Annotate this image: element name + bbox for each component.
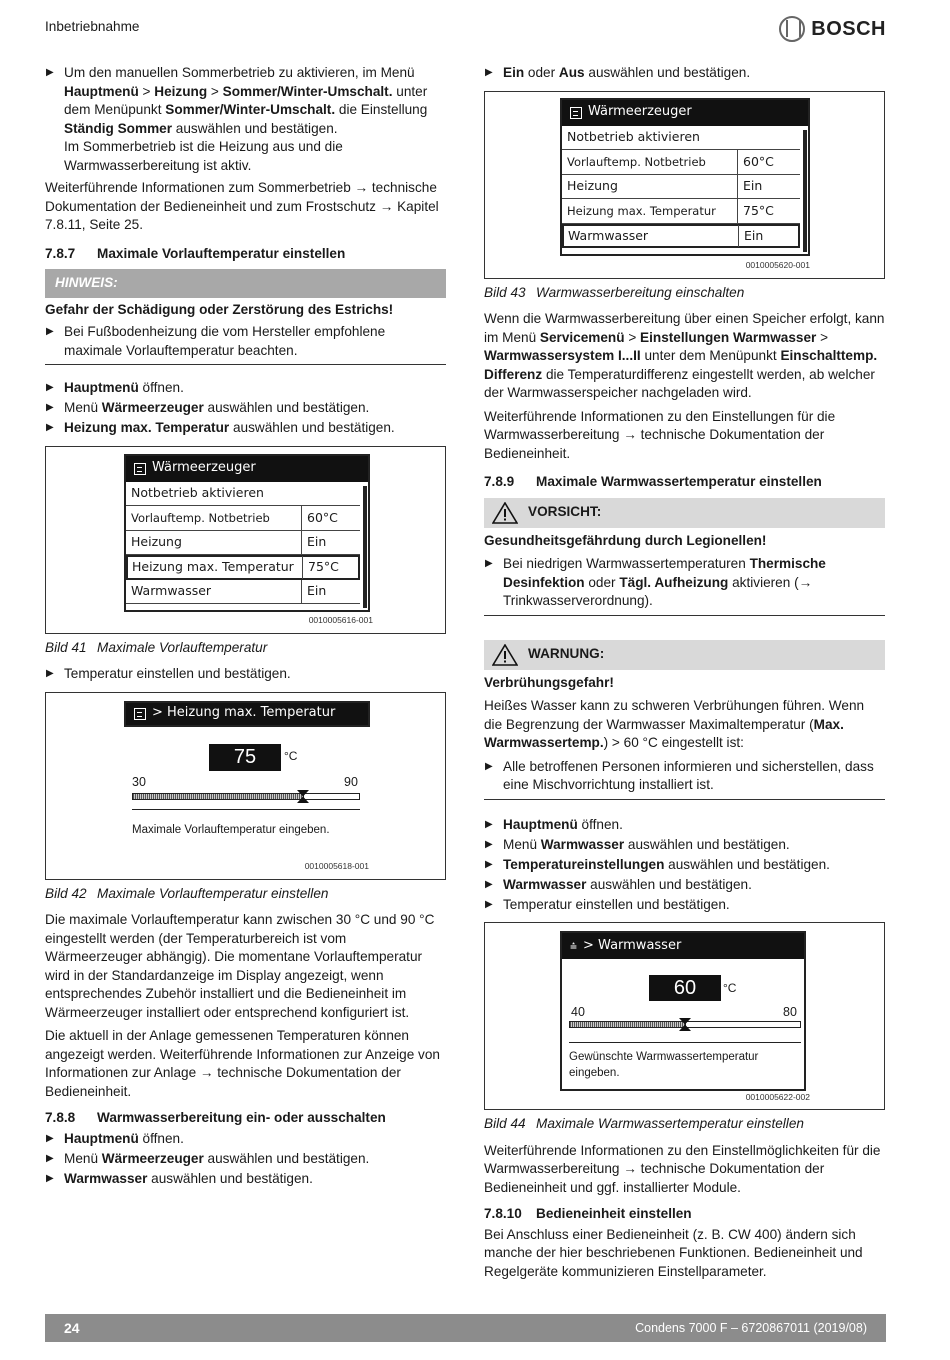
tap-icon: ⩮ <box>570 938 578 953</box>
steps-warmwater-toggle <box>45 1130 446 1189</box>
warnung-box: Verbrühungsgefahr! Heißes Wasser kann zu schweren Verbrühungen führen. Wenn die Begrenzung der Warmwasser Maximaltemperatur (Max. Warmwassertemp.) > 60 °C eingestellt ist: ▶ Alle betroffenen Personen informieren und sicherstellen, dass eine Mischvorrichtung installiert ist. <box>484 670 885 800</box>
right-column <box>484 64 885 1286</box>
caption-43: Bild 43 Warmwasserbereitung einschalten <box>484 284 745 300</box>
warning-triangle-icon <box>492 502 518 524</box>
list-item: ▶ Heizung max. Temperatur auswählen und bestätigen. <box>45 419 446 438</box>
paragraph-warmwater-info: Weiterführende Informationen zu den Einstellungen für die Warmwasserbereitung → technische Dokumentation der Bedieneinheit. <box>484 408 836 461</box>
figure-43 <box>484 91 885 279</box>
display-waermeerzeuger <box>560 98 810 256</box>
paragraph-control-unit: Bei Anschluss einer Bedieneinheit (z. B. CW 400) ändern sich manche der hier beschriebenen Funktionen. Bedieneinheit und Regelgeräte kommunizieren Einstellparameter. <box>484 1226 863 1279</box>
display-scrollbar <box>363 486 367 608</box>
paragraph-storage: Wenn die Warmwasserbereitung über einen Speicher erfolgt, kann im Menü Servicemenü > Einstellungen Warmwasser > Warmwassersystem I...II unter dem Menüpunkt Einschalttemp. Differenz die Temperaturdifferenz eingestellt werden, ab welcher der Warmwasserspeicher nachgeladen wird. <box>484 311 885 400</box>
steps-warmwater-max <box>484 816 885 915</box>
display-title: Wärmeerzeuger <box>562 100 808 126</box>
figure-code: 0010005616-001 <box>308 615 373 625</box>
range-min: 40 <box>571 1005 585 1019</box>
list-item: ▶ Hauptmenü öffnen. <box>45 1130 446 1149</box>
display-row: Vorlauftemp. Notbetrieb 60°C <box>562 150 800 175</box>
vorsicht-bar: VORSICHT: <box>484 498 885 528</box>
value-display: 75 <box>209 744 281 771</box>
list-item: ▶ Hauptmenü öffnen. <box>45 379 446 398</box>
left-column <box>45 64 446 1190</box>
hinweis-label: HINWEIS: <box>45 269 446 298</box>
display-row: Warmwasser Ein <box>126 580 360 605</box>
display-scrollbar <box>803 130 807 252</box>
list-item: ▶ Menü Warmwasser auswählen und bestätigen. <box>484 836 885 855</box>
summer-mode-bullet: ▶ Um den manuellen Sommerbetrieb zu aktivieren, im Menü Hauptmenü > Heizung > Sommer/Winter-Umschalt. unter dem Menüpunkt Sommer/Winter-Umschalt. die Einstellung Ständig Sommer auswählen und bestätigen. Im Sommerbetrieb ist die Heizung aus und die Warmwasserbereitung ist aktiv. <box>45 64 446 175</box>
temperature-slider <box>132 793 360 800</box>
figure-42: > Heizung max. Temperatur 75 °C 30 90 Maximale Vorlauftemperatur eingeben. 0010005618-001 <box>45 692 446 880</box>
figure-41 <box>45 446 446 634</box>
value-display: 60 <box>649 975 721 1001</box>
display-hint: Gewünschte Warmwassertemperatur eingeben. <box>569 1051 759 1079</box>
slider-marker-icon <box>679 1018 691 1031</box>
heading-7-8-10: 7.8.10 Bedieneinheit einstellen <box>484 1206 692 1221</box>
display-title: > Heizung max. Temperatur <box>124 701 370 727</box>
step-set-temp: ▶ Temperatur einstellen und bestätigen. <box>45 665 446 684</box>
vorsicht-box: Gesundheitsgefährdung durch Legionellen! ▶ Bei niedrigen Warmwassertemperaturen Thermische Desinfektion oder Tägl. Aufheizung aktivieren (→ Trinkwasserverordnung). <box>484 528 885 616</box>
section-title: Inbetriebnahme <box>45 19 140 34</box>
display-title: ⩮ > Warmwasser <box>562 933 804 959</box>
warnung-bar: WARNUNG: <box>484 640 885 670</box>
heading-7-8-7: 7.8.7 Maximale Vorlauftemperatur einstellen <box>45 245 346 261</box>
range-max: 80 <box>783 1005 797 1019</box>
list-item: ▶ Temperatureinstellungen auswählen und bestätigen. <box>484 856 885 875</box>
bosch-logo: BOSCH <box>779 14 886 44</box>
temperature-slider <box>569 1021 801 1028</box>
display-row-selected: Warmwasser Ein <box>562 224 800 249</box>
step-ein-aus: ▶ Ein oder Aus auswählen und bestätigen. <box>484 64 885 83</box>
hinweis-box: Gefahr der Schädigung oder Zerstörung des Estrichs! ▶ Bei Fußbodenheizung die vom Hersteller empfohlene maximale Vorlauftemperatur beachten. <box>45 298 446 366</box>
caption-42: Bild 42 Maximale Vorlauftemperatur einstellen <box>45 885 329 901</box>
caption-41: Bild 41 Maximale Vorlauftemperatur <box>45 639 268 655</box>
display-row: Heizung Ein <box>562 175 800 200</box>
summer-info-paragraph: Weiterführende Informationen zum Sommerbetrieb → technische Dokumentation der Bedieneinheit und zum Frostschutz → Kapitel 7.8.11, Seite 25. <box>45 180 439 232</box>
list-item: ▶ Warmwasser auswählen und bestätigen. <box>484 876 885 895</box>
page-footer <box>45 1314 886 1342</box>
figure-44: ⩮ > Warmwasser 60 °C 40 80 Gewünschte Warmwassertemperatur eingeben. 0010005622-002 <box>484 922 885 1110</box>
list-item: ▶ Warmwasser auswählen und bestätigen. <box>45 1170 446 1189</box>
list-item: ▶ Menü Wärmeerzeuger auswählen und bestätigen. <box>45 1150 446 1169</box>
document-id: Condens 7000 F – 6720867011 (2019/08) <box>635 1320 867 1335</box>
heading-7-8-9: 7.8.9 Maximale Warmwassertemperatur einstellen <box>484 474 822 489</box>
display-row: Notbetrieb aktivieren <box>562 126 800 151</box>
display-row: Heizung Ein <box>126 531 360 556</box>
paragraph-module-info: Weiterführende Informationen zu den Einstellmöglichkeiten für die Warmwasserbereitung → technische Dokumentation der Bedieneinheit und ggf. installierter Module. <box>484 1142 881 1195</box>
menu-icon <box>134 463 146 475</box>
paragraph-range: Die maximale Vorlauftemperatur kann zwischen 30 °C und 90 °C eingestellt werden (der Temperaturbereich ist vom Wärmeerzeuger abhängig). Die momentane Vorlauftemperatur wird in der Standardanzeige im Display angezeigt, wenn entsprechendes Zubehör installiert und die Bedieneinheit im Wärmeerzeuger installiert oder entsprechend konfiguriert ist. <box>45 912 435 1020</box>
figure-code: 0010005618-001 <box>304 861 369 871</box>
range-min: 30 <box>132 774 146 789</box>
page-number: 24 <box>64 1319 80 1336</box>
display-row: Heizung max. Temperatur 75°C <box>562 199 800 224</box>
display-title: Wärmeerzeuger <box>126 456 368 482</box>
display-row-selected: Heizung max. Temperatur 75°C <box>126 555 360 580</box>
list-item: ▶ Temperatur einstellen und bestätigen. <box>484 896 885 915</box>
display-waermeerzeuger <box>124 454 370 612</box>
display-hint: Maximale Vorlauftemperatur eingeben. <box>132 823 330 836</box>
list-item: ▶ Hauptmenü öffnen. <box>484 816 885 835</box>
figure-code: 0010005622-002 <box>745 1091 810 1102</box>
menu-icon <box>570 107 582 119</box>
caption-44: Bild 44 Maximale Warmwassertemperatur einstellen <box>484 1116 804 1131</box>
menu-icon <box>134 708 146 720</box>
slider-marker-icon <box>297 790 309 803</box>
figure-code: 0010005620-001 <box>745 260 810 270</box>
list-item: ▶ Menü Wärmeerzeuger auswählen und bestätigen. <box>45 399 446 418</box>
steps-heating-max <box>45 379 446 438</box>
warning-triangle-icon <box>492 644 518 666</box>
paragraph-measured: Die aktuell in der Anlage gemessenen Temperaturen können angezeigt werden. Weiterführende Informationen zur Anzeige von Informationen zur Anlage → technische Dokumentation der Bedieneinheit. <box>45 1028 440 1099</box>
display-row: Vorlauftemp. Notbetrieb 60°C <box>126 506 360 531</box>
display-row: Notbetrieb aktivieren <box>126 482 360 507</box>
heading-7-8-8: 7.8.8 Warmwasserbereitung ein- oder ausschalten <box>45 1110 386 1125</box>
bosch-armature-icon <box>779 16 805 42</box>
range-max: 90 <box>344 774 358 789</box>
page-header <box>45 18 886 42</box>
